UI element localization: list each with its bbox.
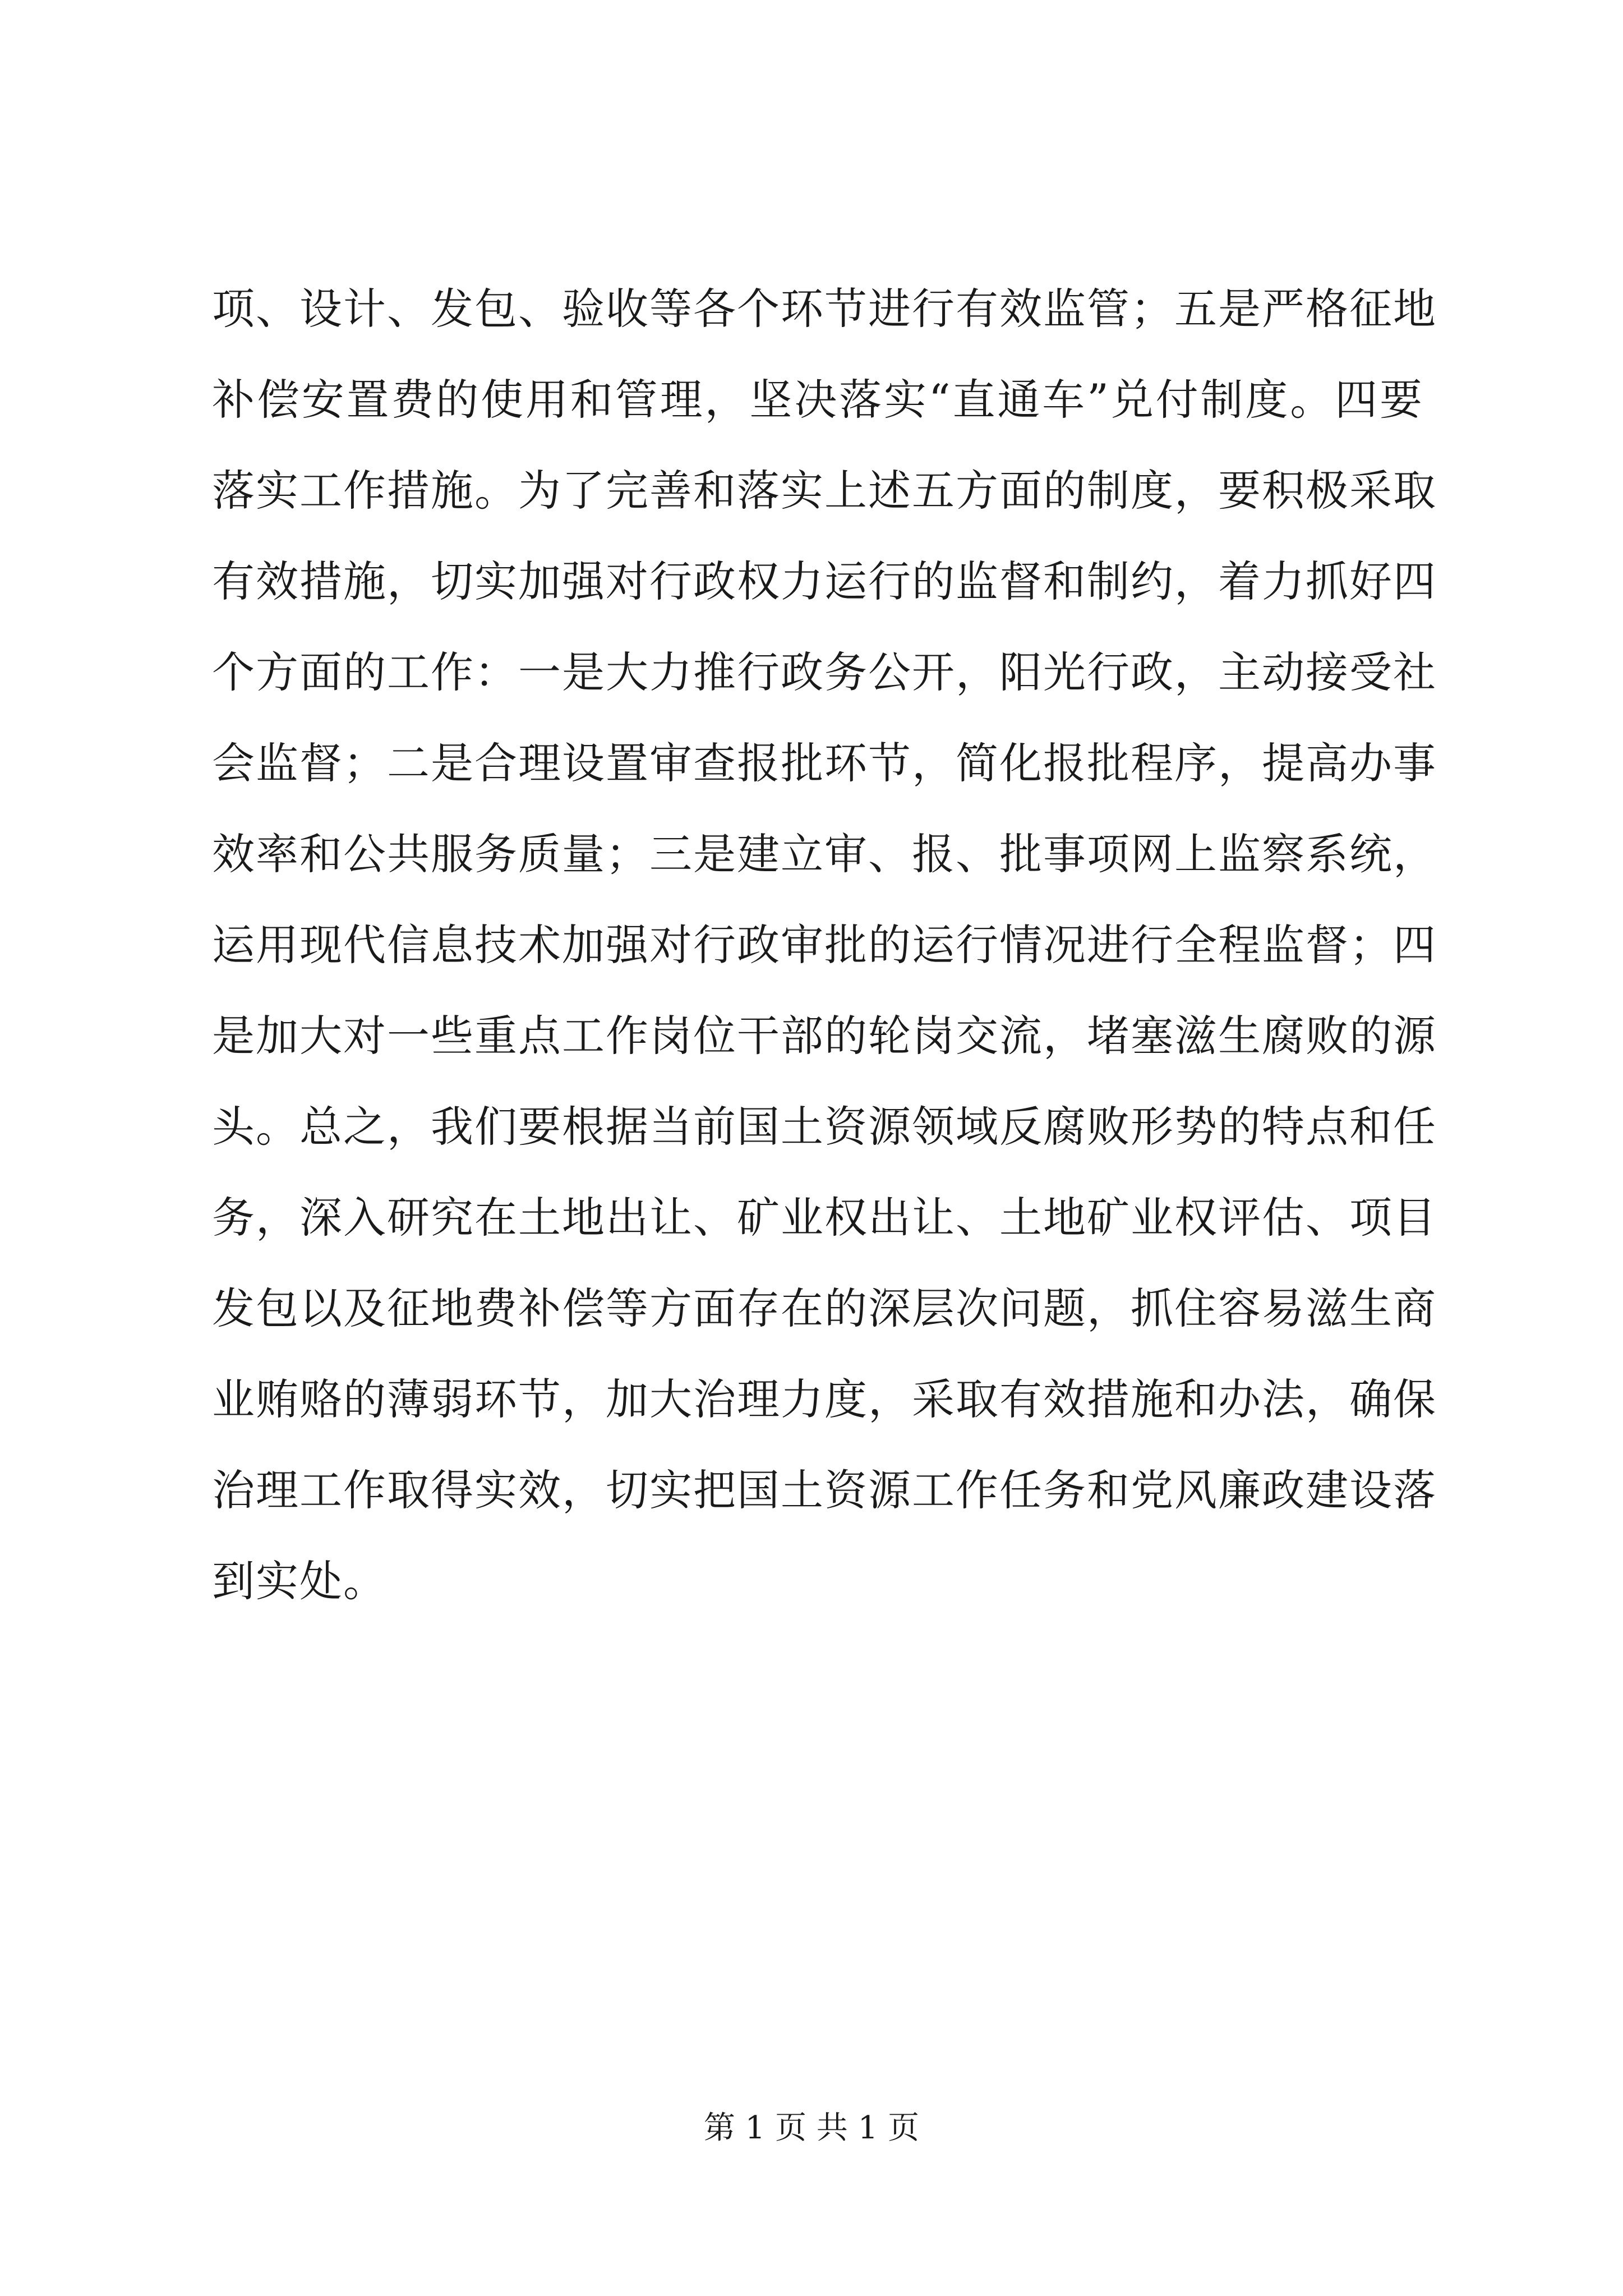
text-line: 发包以及征地费补偿等方面存在的深层次问题，抓住容易滋生商: [212, 1283, 1437, 1333]
text-line: 补偿安置费的使用和管理，坚决落实“直通车”兑付制度。四要: [212, 375, 1423, 425]
body-paragraph: [212, 264, 1437, 1627]
page-number-footer: 第 1 页 共 1 页: [703, 2110, 920, 2146]
text-line-last: 到实处。: [212, 1556, 387, 1606]
text-line: 运用现代信息技术加强对行政审批的运行情况进行全程监督；四: [212, 920, 1437, 970]
text-line: 会监督；二是合理设置审查报批环节，简化报批程序，提高办事: [212, 738, 1437, 788]
text-line: 有效措施，切实加强对行政权力运行的监督和制约，着力抓好四: [212, 556, 1437, 606]
text-line: 个方面的工作：一是大力推行政务公开，阳光行政，主动接受社: [212, 647, 1437, 697]
text-line: 是加大对一些重点工作岗位干部的轮岗交流，堵塞滋生腐败的源: [212, 1011, 1437, 1061]
text-line: 效率和公共服务质量；三是建立审、报、批事项网上监察系统，: [212, 829, 1437, 879]
text-line: 治理工作取得实效，切实把国土资源工作任务和党风廉政建设落: [212, 1465, 1437, 1515]
text-line: 业贿赂的薄弱环节，加大治理力度，采取有效措施和办法，确保: [212, 1374, 1437, 1424]
text-line: 务，深入研究在土地出让、矿业权出让、土地矿业权评估、项目: [212, 1193, 1437, 1243]
text-line: 项、设计、发包、验收等各个环节进行有效监管；五是严格征地: [212, 284, 1437, 334]
text-line: 落实工作措施。为了完善和落实上述五方面的制度，要积极采取: [212, 466, 1437, 516]
text-line: 头。总之，我们要根据当前国土资源领域反腐败形势的特点和任: [212, 1102, 1437, 1152]
